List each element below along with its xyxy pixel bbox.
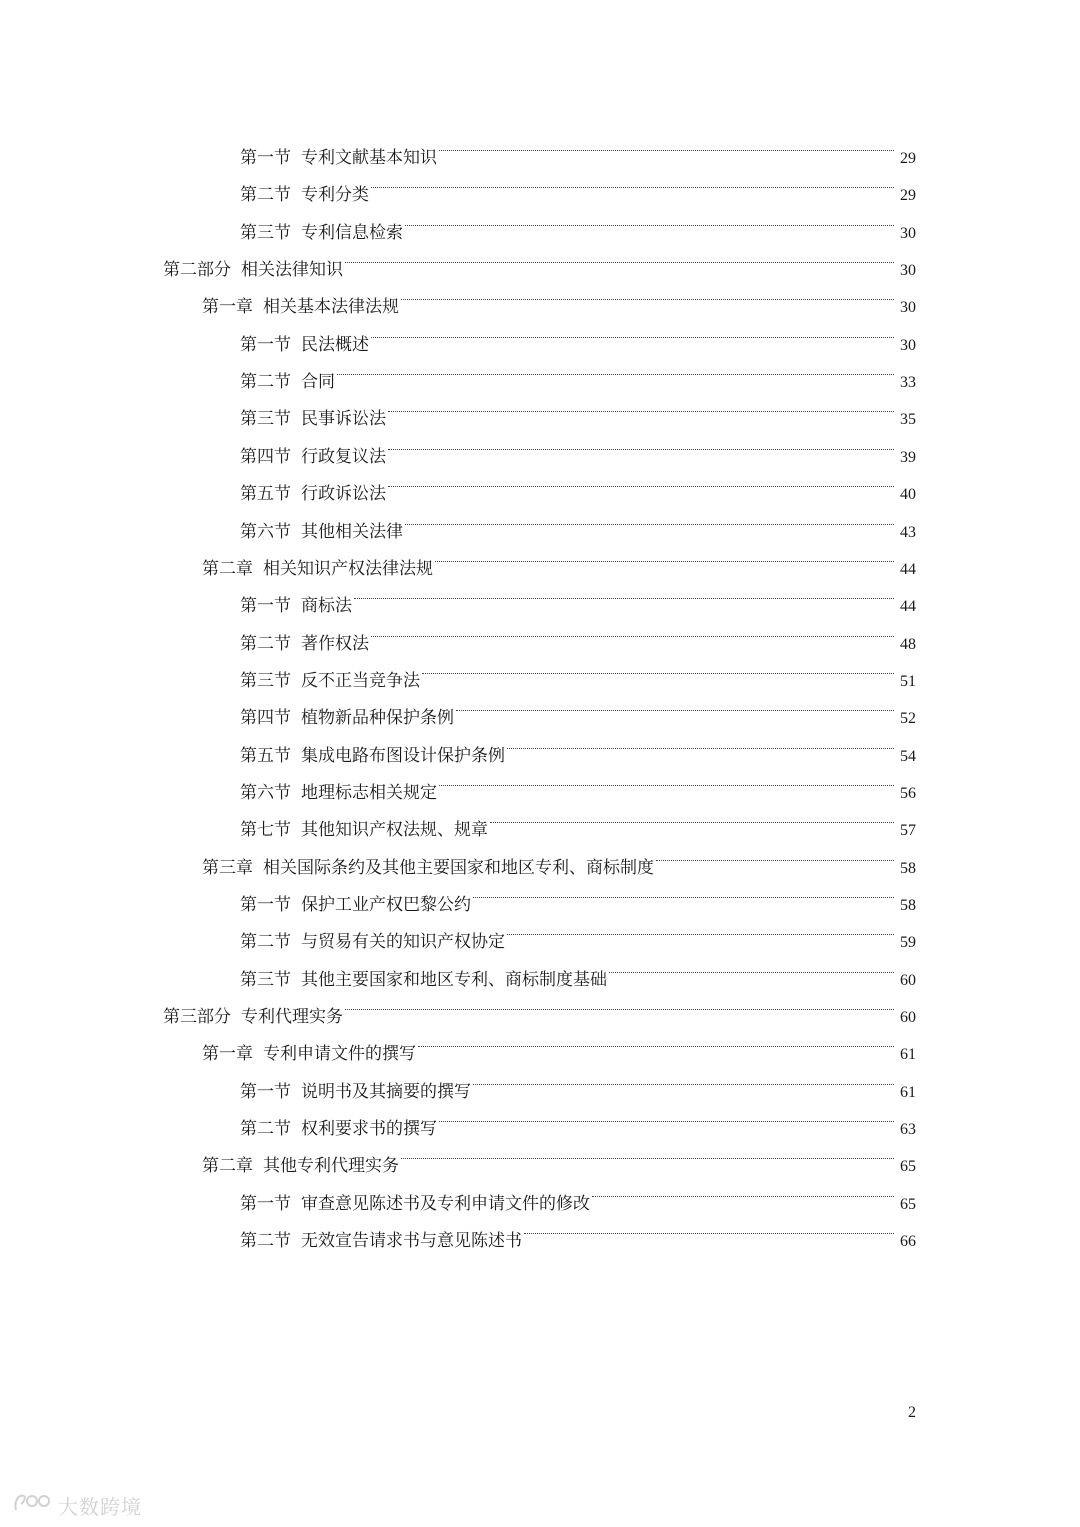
toc-entry-prefix: 第五节 bbox=[240, 745, 291, 766]
toc-entry-prefix: 第一节 bbox=[240, 1193, 291, 1214]
toc-entry-title: 植物新品种保护条例 bbox=[301, 708, 454, 729]
watermark bbox=[12, 1490, 142, 1520]
toc-entry-page: 51 bbox=[900, 672, 916, 690]
toc-dot-leader bbox=[371, 313, 894, 350]
toc-entry-title: 无效宣告请求书与意见陈述书 bbox=[301, 1231, 522, 1252]
toc-dot-leader bbox=[371, 163, 894, 200]
toc-entry-title: 相关国际条约及其他主要国家和地区专利、商标制度 bbox=[263, 857, 654, 878]
toc-entry-prefix: 第一节 bbox=[240, 895, 291, 915]
toc-entry-section bbox=[240, 910, 916, 953]
toc-entry-prefix: 第三节 bbox=[240, 969, 291, 990]
toc-entry-page: 30 bbox=[900, 262, 916, 280]
toc-entry-section bbox=[240, 462, 916, 505]
toc-dot-leader bbox=[490, 798, 894, 835]
toc-dot-leader bbox=[524, 1209, 894, 1246]
toc-dot-leader bbox=[592, 1172, 894, 1209]
toc-entry-page: 60 bbox=[900, 1009, 916, 1027]
toc-entry-page: 61 bbox=[900, 1046, 916, 1064]
toc-dot-leader bbox=[405, 500, 894, 537]
toc-entry-prefix: 第三部分 bbox=[163, 1007, 231, 1028]
toc-entry-prefix: 第四节 bbox=[240, 708, 291, 729]
toc-entry-section bbox=[240, 948, 916, 990]
toc-entry-page: 59 bbox=[900, 934, 916, 952]
toc-entry-title: 其他相关法律 bbox=[301, 521, 403, 542]
toc-entry-page: 43 bbox=[900, 523, 916, 541]
toc-entry-page: 35 bbox=[900, 411, 916, 429]
toc-entry-title: 相关法律知识 bbox=[241, 260, 343, 281]
toc-dot-leader bbox=[609, 948, 894, 985]
toc-entry-title: 专利信息检索 bbox=[301, 222, 403, 243]
toc-entry-prefix: 第四节 bbox=[240, 446, 291, 467]
toc-dot-leader bbox=[388, 425, 894, 462]
toc-entry-page: 66 bbox=[900, 1233, 916, 1251]
toc-entry-prefix: 第三章 bbox=[202, 857, 253, 878]
toc-entry-section bbox=[240, 1097, 916, 1140]
toc-entry-chapter bbox=[202, 836, 916, 878]
toc-entry-prefix: 第六节 bbox=[240, 782, 291, 803]
toc-entry-chapter bbox=[202, 275, 916, 318]
toc-entry-title: 行政复议法 bbox=[301, 446, 386, 467]
toc-dot-leader bbox=[345, 238, 894, 275]
toc-entry-page: 60 bbox=[900, 971, 916, 989]
toc-dot-leader bbox=[439, 126, 894, 163]
toc-entry-title: 审查意见陈述书及专利申请文件的修改 bbox=[301, 1193, 590, 1214]
toc-entry-title: 说明书及其摘要的撰写 bbox=[301, 1081, 471, 1102]
toc-entry-prefix: 第二节 bbox=[240, 932, 291, 953]
toc-entry-section bbox=[240, 387, 916, 430]
toc-entry-section bbox=[240, 500, 916, 542]
toc-entry-chapter bbox=[202, 537, 916, 579]
toc-entry-section bbox=[240, 201, 916, 243]
toc-entry-prefix: 第二节 bbox=[240, 1231, 291, 1252]
toc-entry-section bbox=[240, 350, 916, 393]
toc-entry-title: 反不正当竞争法 bbox=[301, 670, 420, 691]
toc-entry-page: 63 bbox=[900, 1121, 916, 1139]
toc-entry-page: 65 bbox=[900, 1195, 916, 1213]
toc-entry-page: 29 bbox=[900, 150, 916, 167]
toc-dot-leader bbox=[473, 873, 894, 910]
toc-entry-title: 民事诉讼法 bbox=[301, 409, 386, 430]
toc-entry-page: 39 bbox=[900, 448, 916, 466]
logo-icon bbox=[12, 1490, 56, 1520]
toc-entry-page: 40 bbox=[900, 486, 916, 504]
toc-entry-section bbox=[240, 686, 916, 729]
toc-entry-section bbox=[240, 612, 916, 654]
toc-entry-prefix: 第一节 bbox=[240, 596, 291, 617]
toc-entry-page: 30 bbox=[900, 336, 916, 354]
toc-entry-title: 集成电路布图设计保护条例 bbox=[301, 745, 505, 766]
toc-dot-leader bbox=[473, 1060, 894, 1097]
toc-entry-prefix: 第三节 bbox=[240, 222, 291, 243]
toc-entry-page: 33 bbox=[900, 374, 916, 392]
toc-entry-page: 30 bbox=[900, 299, 916, 317]
toc-entry-prefix: 第二节 bbox=[240, 633, 291, 654]
toc-dot-leader bbox=[388, 462, 894, 499]
toc-dot-leader bbox=[656, 836, 894, 873]
toc-entry-page: 58 bbox=[900, 859, 916, 877]
toc-entry-page: 44 bbox=[900, 598, 916, 616]
toc-entry-section bbox=[240, 649, 916, 691]
toc-entry-section bbox=[240, 425, 916, 467]
toc-entry-page: 65 bbox=[900, 1158, 916, 1176]
toc-entry-prefix: 第七节 bbox=[240, 820, 291, 841]
toc-entry-chapter bbox=[202, 1134, 916, 1177]
toc-entry-title: 著作权法 bbox=[301, 633, 369, 654]
toc-entry-title: 行政诉讼法 bbox=[301, 484, 386, 505]
toc-entry-section bbox=[240, 873, 916, 915]
toc-dot-leader bbox=[345, 985, 894, 1022]
toc-dot-leader bbox=[418, 1022, 894, 1059]
toc-entry-prefix: 第六节 bbox=[240, 521, 291, 542]
toc-entry-title: 民法概述 bbox=[301, 334, 369, 355]
toc-entry-prefix: 第一节 bbox=[240, 148, 291, 168]
toc-entry-section bbox=[240, 798, 916, 841]
toc-entry-prefix: 第三节 bbox=[240, 670, 291, 691]
watermark-text: 大数跨境 bbox=[58, 1494, 142, 1519]
toc-dot-leader bbox=[337, 350, 894, 387]
toc-entry-title: 合同 bbox=[301, 372, 335, 393]
toc-dot-leader bbox=[405, 201, 894, 238]
toc-entry-prefix: 第五节 bbox=[240, 484, 291, 505]
toc-entry-title: 保护工业产权巴黎公约 bbox=[301, 895, 471, 915]
toc-entry-page: 58 bbox=[900, 897, 916, 914]
toc-entry-prefix: 第一节 bbox=[240, 334, 291, 355]
toc-entry-page: 56 bbox=[900, 784, 916, 802]
toc-entry-prefix: 第三节 bbox=[240, 409, 291, 430]
toc-entry-page: 30 bbox=[900, 224, 916, 242]
toc-entry-prefix: 第一章 bbox=[202, 297, 253, 318]
toc-entry-title: 与贸易有关的知识产权协定 bbox=[301, 932, 505, 953]
toc-entry-section bbox=[240, 1060, 916, 1102]
toc-entry-title: 其他知识产权法规、规章 bbox=[301, 820, 488, 841]
toc-dot-leader bbox=[354, 574, 894, 611]
toc-entry-title: 专利代理实务 bbox=[241, 1007, 343, 1028]
toc-entry-section bbox=[240, 724, 916, 766]
toc-dot-leader bbox=[456, 686, 894, 723]
toc-entry-part bbox=[163, 238, 916, 281]
toc-entry-title: 其他专利代理实务 bbox=[263, 1156, 399, 1177]
toc-dot-leader bbox=[507, 724, 894, 761]
toc-entry-title: 专利分类 bbox=[301, 185, 369, 206]
toc-entry-prefix: 第一章 bbox=[202, 1044, 253, 1065]
toc-entry-page: 52 bbox=[900, 710, 916, 728]
toc-entry-prefix: 第二节 bbox=[240, 372, 291, 393]
toc-entry-section bbox=[240, 1209, 916, 1252]
toc-entry-title: 专利文献基本知识 bbox=[301, 148, 437, 168]
toc-dot-leader bbox=[507, 910, 894, 947]
toc-entry-title: 专利申请文件的撰写 bbox=[263, 1044, 416, 1065]
toc-entry-section bbox=[240, 761, 916, 803]
toc-entry-prefix: 第二部分 bbox=[163, 260, 231, 281]
toc-entry-section bbox=[240, 126, 916, 168]
toc-entry-title: 权利要求书的撰写 bbox=[301, 1119, 437, 1140]
toc-dot-leader bbox=[435, 537, 894, 574]
toc-entry-title: 地理标志相关规定 bbox=[301, 782, 437, 803]
toc-entry-page: 48 bbox=[900, 635, 916, 653]
toc-entry-prefix: 第二章 bbox=[202, 558, 253, 579]
toc-entry-page: 44 bbox=[900, 560, 916, 578]
toc-entry-title: 其他主要国家和地区专利、商标制度基础 bbox=[301, 969, 607, 990]
toc-entry-chapter bbox=[202, 1022, 916, 1065]
page-number: 2 bbox=[908, 1404, 916, 1421]
toc-entry-title: 相关基本法律法规 bbox=[263, 297, 399, 318]
toc-dot-leader bbox=[371, 612, 894, 649]
toc-entry-prefix: 第二节 bbox=[240, 1119, 291, 1140]
toc-dot-leader bbox=[439, 1097, 894, 1134]
toc-entry-section bbox=[240, 163, 916, 206]
toc-dot-leader bbox=[422, 649, 894, 686]
toc-entry-part bbox=[163, 985, 916, 1028]
toc-entry-page: 61 bbox=[900, 1083, 916, 1101]
toc-entry-page: 29 bbox=[900, 187, 916, 205]
toc-dot-leader bbox=[439, 761, 894, 798]
toc-entry-section bbox=[240, 574, 916, 617]
toc-dot-leader bbox=[388, 387, 894, 424]
toc-entry-prefix: 第一节 bbox=[240, 1081, 291, 1102]
toc-dot-leader bbox=[401, 275, 894, 312]
toc-entry-prefix: 第二节 bbox=[240, 185, 291, 206]
toc-entry-page: 57 bbox=[900, 822, 916, 840]
toc-entry-title: 相关知识产权法律法规 bbox=[263, 558, 433, 579]
toc-entry-title: 商标法 bbox=[301, 596, 352, 617]
toc-entry-section bbox=[240, 313, 916, 355]
toc-dot-leader bbox=[401, 1134, 894, 1171]
toc-entry-prefix: 第二章 bbox=[202, 1156, 253, 1177]
toc-entry-section bbox=[240, 1172, 916, 1214]
toc-entry-page: 54 bbox=[900, 747, 916, 765]
